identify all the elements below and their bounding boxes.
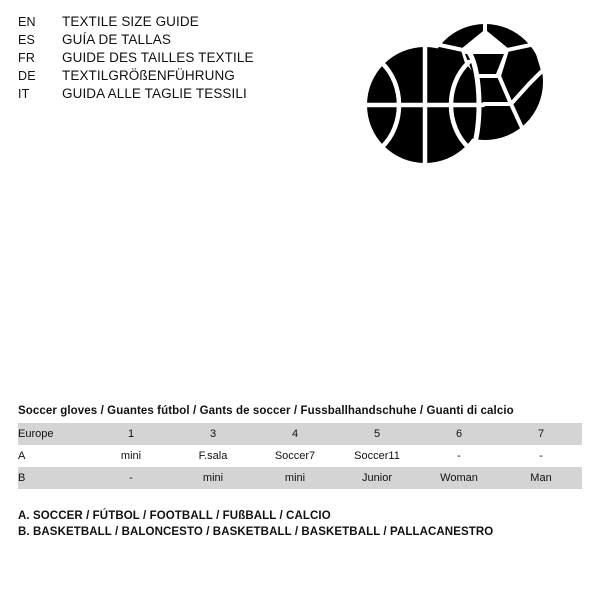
legend-block <box>18 508 578 540</box>
cell-value: - <box>418 445 500 467</box>
legend-line-b: B. BASKETBALL / BALONCESTO / BASKETBALL / BASKETBALL / PALLACANESTRO <box>18 526 494 538</box>
language-row-es <box>18 32 254 50</box>
language-title-block <box>18 14 254 104</box>
language-title: GUÍA DE TALLAS <box>62 32 171 47</box>
cell-value: 1 <box>90 423 172 445</box>
language-code: DE <box>18 69 36 83</box>
cell-value: mini <box>172 467 254 489</box>
cell-value: 5 <box>336 423 418 445</box>
ball-illustration <box>355 22 560 172</box>
cell-value: Soccer11 <box>336 445 418 467</box>
language-title: GUIDA ALLE TAGLIE TESSILI <box>62 86 247 101</box>
cell-value: Woman <box>418 467 500 489</box>
cell-value: F.sala <box>172 445 254 467</box>
language-title: TEXTILE SIZE GUIDE <box>62 14 199 29</box>
row-label: B <box>18 467 90 489</box>
language-row-it <box>18 86 254 104</box>
language-row-de <box>18 68 254 86</box>
table-row <box>18 445 582 467</box>
cell-value: Man <box>500 467 582 489</box>
row-label: A <box>18 445 90 467</box>
legend-line-a: A. SOCCER / FÚTBOL / FOOTBALL / FUßBALL / CALCIO <box>18 510 331 522</box>
language-code: ES <box>18 33 36 47</box>
cell-value: 6 <box>418 423 500 445</box>
table-row <box>18 467 582 489</box>
language-title: GUIDE DES TAILLES TEXTILE <box>62 50 254 65</box>
cell-value: mini <box>90 445 172 467</box>
row-label: Europe <box>18 423 90 445</box>
cell-value: - <box>90 467 172 489</box>
cell-value: - <box>500 445 582 467</box>
language-row-en <box>18 14 254 32</box>
cell-value: mini <box>254 467 336 489</box>
cell-value: 3 <box>172 423 254 445</box>
cell-value: 4 <box>254 423 336 445</box>
language-code: IT <box>18 87 30 101</box>
language-code: EN <box>18 15 36 29</box>
cell-value: Soccer7 <box>254 445 336 467</box>
language-code: FR <box>18 51 36 65</box>
cell-value: 7 <box>500 423 582 445</box>
table-caption: Soccer gloves / Guantes fútbol / Gants de soccer / Fussballhandschuhe / Guanti di calcio <box>18 405 514 417</box>
language-row-fr <box>18 50 254 68</box>
table-row <box>18 423 582 445</box>
language-title: TEXTILGRÖßENFÜHRUNG <box>62 68 235 83</box>
size-table <box>18 423 582 489</box>
basketball-icon <box>367 47 483 163</box>
cell-value: Junior <box>336 467 418 489</box>
size-table-section <box>18 405 582 489</box>
